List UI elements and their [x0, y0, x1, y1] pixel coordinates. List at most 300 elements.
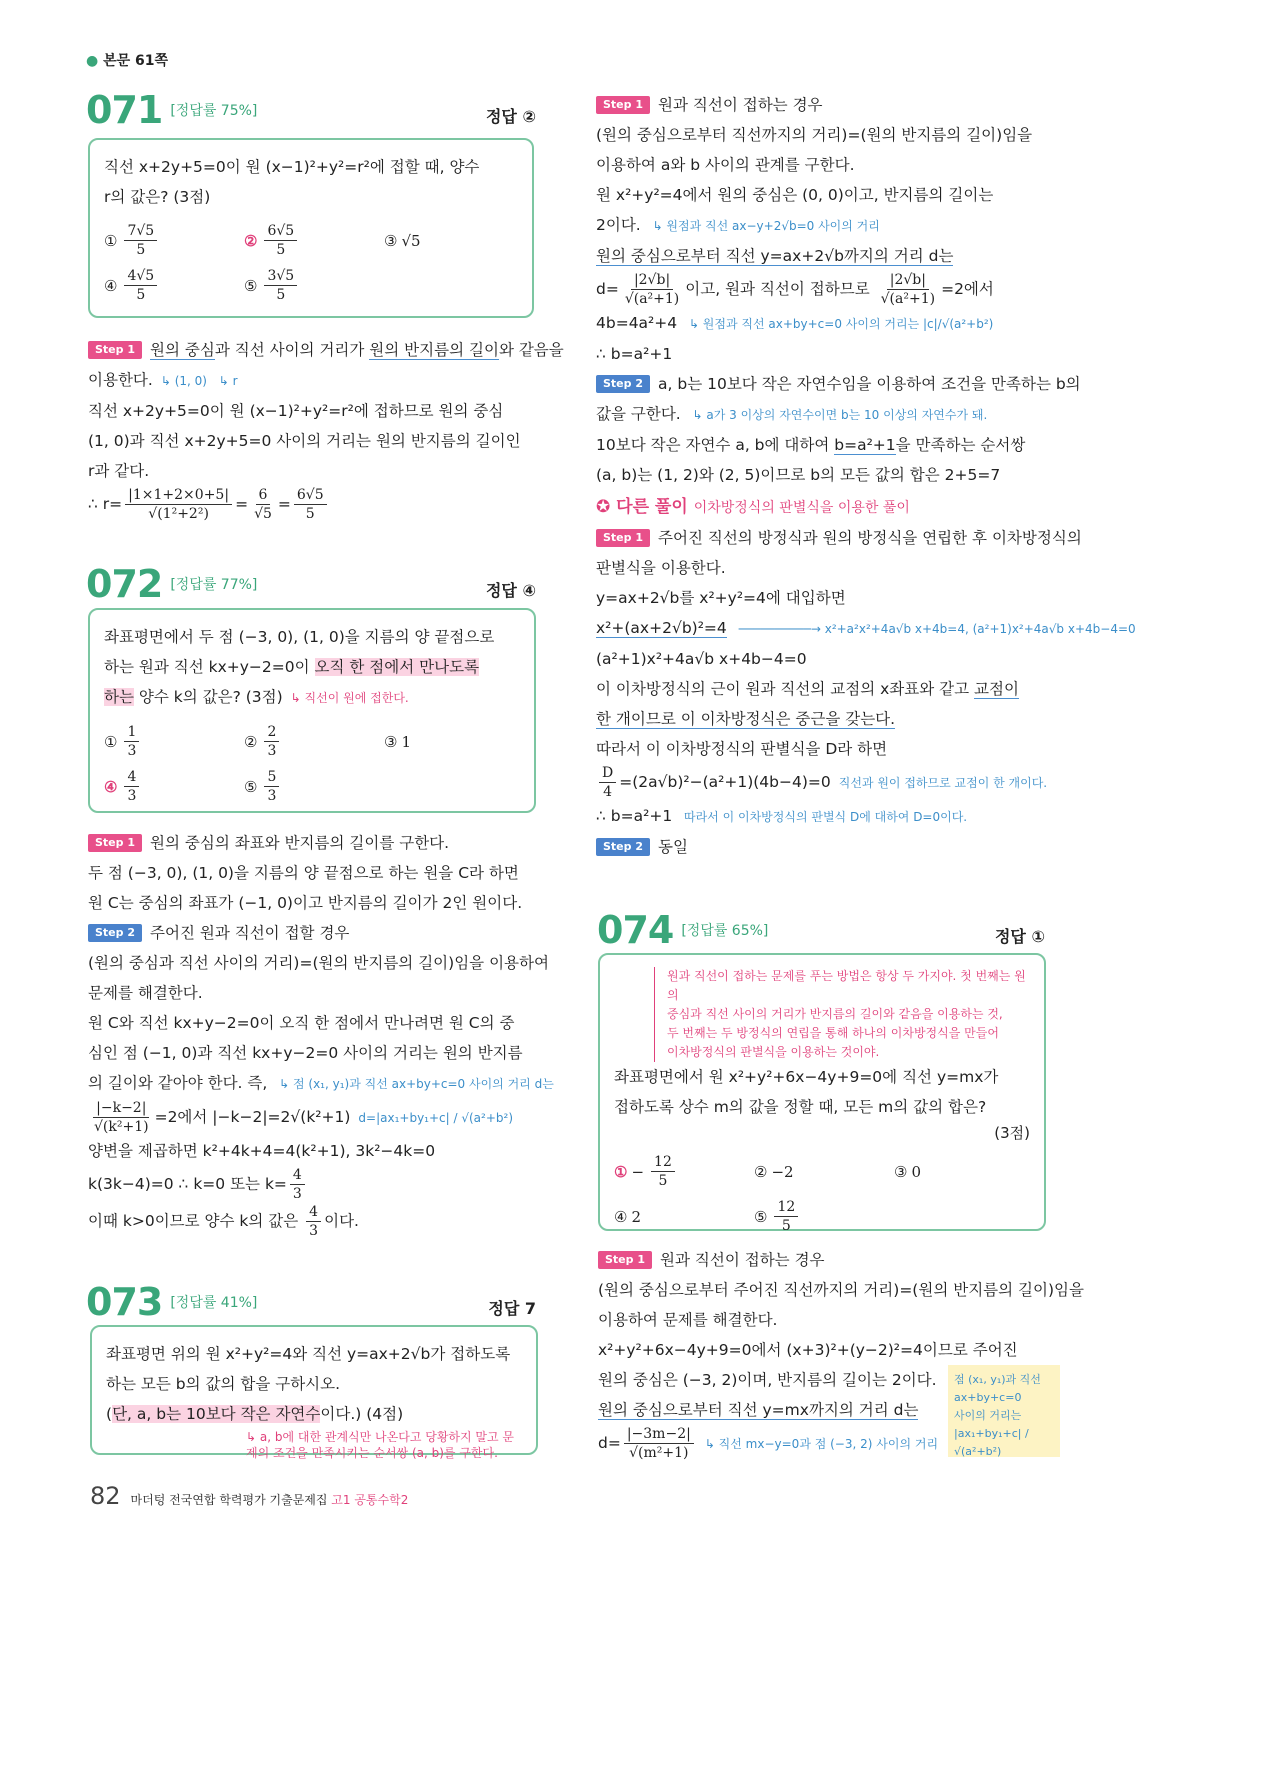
- text-line: [596, 120, 1081, 150]
- choice-number: ③: [384, 231, 398, 250]
- text: =: [235, 495, 249, 513]
- denominator: √(a²+1): [624, 291, 680, 307]
- choice-number: ①: [104, 231, 118, 250]
- note-line: 중심과 직선 사이의 거리가 반지름의 길이와 같음을 이용하는 것,: [667, 1007, 1003, 1021]
- text: =(2a√b)²−(a²+1)(4b−4)=0: [619, 773, 831, 791]
- question: [106, 1339, 522, 1429]
- text: d=: [598, 1434, 621, 1452]
- tip-line: 사이의 거리는: [954, 1409, 1022, 1422]
- choice-number: ③: [384, 732, 398, 751]
- text: 판별식을 이용한다.: [596, 559, 726, 577]
- circle-icon: ●: [86, 53, 99, 69]
- choice-3[interactable]: [894, 1153, 1034, 1190]
- step-badge: Step 1: [596, 529, 650, 547]
- text-line: [596, 644, 1136, 674]
- tip-line: ax+by+c=0: [954, 1391, 1022, 1404]
- choice-number: ④: [104, 276, 118, 295]
- text: k(3k−4)=0 ∴ k=0 또는 k=: [88, 1175, 287, 1193]
- text: 좌표평면에서 원 x²+y²+6x−4y+9=0에 직선 y=mx가: [614, 1068, 999, 1086]
- text: ∴ b=a²+1: [596, 345, 673, 363]
- denominator: 5: [136, 242, 146, 258]
- text-line: [596, 399, 1081, 430]
- choice-number: ③: [894, 1162, 908, 1181]
- choice-1[interactable]: [104, 222, 244, 259]
- text-line: [88, 918, 554, 948]
- underlined-text: 원의 중심으로부터 직선 y=mx까지의 거리 d는: [598, 1401, 919, 1419]
- choice-value: 2: [631, 1207, 641, 1226]
- text: 원의 중심의 좌표와 반지름의 길이를 구한다.: [150, 834, 450, 852]
- choices: [104, 222, 518, 304]
- problem-072-box: [88, 608, 536, 813]
- question-note: ↳ a, b에 대한 관계식만 나온다고 당황하지 말고 문제의 조건을 만족시키는 순서쌍 (a, b)를 구한다.: [246, 1430, 515, 1460]
- book-title: 마더텅 전국연합 학력평가 기출문제집: [130, 1493, 328, 1507]
- fraction: [306, 1203, 321, 1240]
- note-line: 두 번째는 두 방정식의 연립을 통해 하나의 이차방정식을 만들어: [667, 1026, 999, 1040]
- text: 이 이차방정식의 근이 원과 직선의 교점의 x좌표와 같고: [596, 680, 974, 698]
- annotation: ↳ r: [214, 374, 238, 388]
- solution-071: [88, 335, 564, 523]
- choice-2[interactable]: [754, 1153, 894, 1190]
- text: 이다.) (4점): [320, 1405, 404, 1423]
- choices: [614, 1153, 1030, 1235]
- numerator: 4: [306, 1203, 321, 1222]
- text: 원의 중심은 (−3, 2)이며, 반지름의 길이는 2이다.: [598, 1371, 937, 1389]
- book-subtitle: 고1 공통수학2: [331, 1493, 409, 1507]
- fraction: [264, 723, 279, 760]
- text: 양수 k의 값은? (3점): [133, 688, 283, 706]
- text-line: [106, 1399, 522, 1429]
- text: d=: [596, 280, 619, 298]
- choice-1[interactable]: [614, 1153, 754, 1190]
- text-line: [106, 1369, 522, 1399]
- numerator: 12: [651, 1153, 675, 1172]
- alt-solution-title: [596, 492, 910, 517]
- text: 하는 모든 b의 값의 합을 구하시오.: [106, 1375, 341, 1393]
- fraction: [124, 267, 157, 304]
- section-label: 본문 61쪽: [103, 53, 169, 69]
- text-line: [88, 426, 564, 456]
- fraction: [878, 271, 938, 308]
- numerator: 7√5: [124, 222, 157, 241]
- problem-number: 074: [597, 908, 674, 952]
- annotation: ↳ (1, 0): [160, 374, 207, 388]
- text: (원의 중심으로부터 주어진 직선까지의 거리)=(원의 반지름의 길이)임을: [598, 1281, 1084, 1299]
- underlined-text: 원의 반지름의 길이: [369, 341, 499, 359]
- alt-subtitle: 이차방정식의 판별식을 이용한 풀이: [693, 500, 910, 516]
- numerator: 6: [256, 486, 271, 505]
- text-line: [104, 152, 518, 182]
- accuracy-rate: [정답률 65%]: [681, 923, 769, 939]
- text: 값을 구한다.: [596, 405, 681, 423]
- text: 와 같음을: [498, 341, 564, 359]
- text-line: [88, 1038, 554, 1068]
- text: y=ax+2√b를 x²+y²=4에 대입하면: [596, 589, 846, 607]
- numerator: |−3m−2|: [624, 1425, 694, 1444]
- solution-072: [88, 828, 554, 1240]
- step-badge: Step 1: [88, 341, 142, 359]
- footer: [90, 1482, 408, 1510]
- numerator: 2: [264, 723, 279, 742]
- text: 원 x²+y²=4에서 원의 중심은 (0, 0)이고, 반지름의 길이는: [596, 186, 994, 204]
- text: 동일: [658, 838, 688, 856]
- text-line: [88, 1203, 554, 1240]
- text: 의 길이와 같아야 한다. 즉,: [88, 1074, 268, 1092]
- text: x²+y²+6x−4y+9=0에서 (x+3)²+(y−2)²=4이므로 주어진: [598, 1341, 1018, 1359]
- solution-073: [596, 90, 1081, 490]
- text: 직선 x+2y+5=0이 원 (x−1)²+y²=r²에 접하므로 원의 중심: [88, 402, 504, 420]
- annotation: ↳ 직선 mx−y=0과 점 (−3, 2) 사이의 거리: [704, 1437, 939, 1451]
- denominator: √(k²+1): [94, 1119, 149, 1135]
- answer: 정답 ②: [485, 107, 536, 126]
- numerator: |1×1+2×0+5|: [125, 486, 232, 505]
- text: 원과 직선이 접하는 경우: [660, 1251, 825, 1269]
- numerator: 1: [124, 723, 139, 742]
- underlined-text: 한 개이므로 이 이차방정식은 중근을 갖는다.: [596, 710, 896, 728]
- problem-073-box: [90, 1325, 538, 1460]
- annotation: ──────────→ x²+a²x²+4a√b x+4b=4, (a²+1)x²+4a√b x+4b−4=0: [734, 622, 1136, 636]
- denominator: 4: [603, 784, 613, 800]
- text-line: [104, 182, 518, 212]
- text: 원과 직선이 접하는 경우: [658, 96, 823, 114]
- text-line: [596, 271, 1081, 308]
- text-line: [596, 241, 1081, 271]
- problem-number: 071: [86, 88, 163, 132]
- highlighted-text: 하는: [104, 688, 134, 706]
- denominator: √(a²+1): [880, 291, 936, 307]
- text-line: [88, 978, 554, 1008]
- choice-4[interactable]: [104, 267, 244, 304]
- text-line: [596, 734, 1136, 764]
- text: 이고, 원과 직선이 접하므로: [685, 280, 875, 298]
- accuracy-rate: [정답률 77%]: [170, 577, 258, 593]
- choice-5[interactable]: [244, 267, 384, 304]
- text: 문제를 해결한다.: [88, 984, 203, 1002]
- text-line: [88, 1068, 554, 1099]
- problem-074-box: [598, 953, 1046, 1234]
- text: 이용하여 a와 b 사이의 관계를 구한다.: [596, 156, 855, 174]
- underlined-text: 원의 중심: [150, 341, 215, 359]
- text-line: [88, 858, 554, 888]
- text: 이때 k>0이므로 양수 k의 값은: [88, 1212, 304, 1230]
- text-line: [596, 430, 1081, 460]
- text: 직선 x+2y+5=0이 원 (x−1)²+y²=r²에 접할 때, 양수: [104, 158, 480, 176]
- denominator: √(1²+2²): [148, 506, 209, 522]
- text-line: [596, 150, 1081, 180]
- denominator: 5: [781, 1218, 791, 1234]
- tip-box: [948, 1365, 1060, 1457]
- denominator: √(m²+1): [629, 1445, 689, 1461]
- text: 심인 점 (−1, 0)과 직선 kx+y−2=0 사이의 거리는 원의 반지름: [88, 1044, 523, 1062]
- denominator: 3: [309, 1223, 319, 1239]
- text-line: [596, 801, 1136, 832]
- text-line: [596, 583, 1136, 613]
- text-line: [88, 456, 564, 486]
- choice-number: ②: [754, 1162, 768, 1181]
- numerator: |2√b|: [631, 271, 673, 290]
- text-line: [88, 888, 554, 918]
- text-line: [88, 828, 554, 858]
- text: 원 C와 직선 kx+y−2=0이 오직 한 점에서 만나려면 원 C의 중: [88, 1014, 515, 1032]
- text-line: [598, 1245, 1084, 1275]
- text-line: [88, 1136, 554, 1166]
- numerator: |2√b|: [887, 271, 929, 290]
- page-number: 82: [90, 1482, 121, 1510]
- points: (3점): [994, 1124, 1030, 1142]
- text-line: [88, 396, 564, 426]
- text: 주어진 원과 직선이 접할 경우: [150, 924, 350, 942]
- text: =2에서: [941, 280, 994, 298]
- tip-line: |ax₁+by₁+c| / √(a²+b²): [954, 1427, 1029, 1458]
- text: (원의 중심과 직선 사이의 거리)=(원의 반지름의 길이)임을 이용하여: [88, 954, 549, 972]
- text: 이용하여 문제를 해결한다.: [598, 1311, 778, 1329]
- step-badge: Step 2: [88, 924, 142, 942]
- text-line: [596, 613, 1136, 644]
- fraction: [264, 222, 297, 259]
- problem-071-header: [86, 88, 536, 132]
- choice-2[interactable]: [244, 222, 384, 259]
- text-line: [596, 523, 1136, 553]
- annotation: ↳ 점 (x₁, y₁)과 직선 ax+by+c=0 사이의 거리 d는: [275, 1077, 554, 1091]
- text-line: [88, 948, 554, 978]
- fraction: [294, 486, 327, 523]
- text: 4b=4a²+4: [596, 314, 678, 332]
- denominator: 5: [658, 1173, 668, 1189]
- text-line: [596, 308, 1081, 339]
- underlined-text: 원의 중심으로부터 직선 y=ax+2√b까지의 거리 d는: [596, 247, 954, 265]
- numerator: 4: [124, 768, 139, 787]
- text-line: [596, 210, 1081, 241]
- note-line: 원과 직선이 접하는 문제를 푸는 방법은 항상 두 가지야. 첫 번째는 원의: [667, 969, 1026, 1002]
- question: [614, 1062, 1030, 1122]
- choice-4[interactable]: [614, 1198, 754, 1235]
- text-line: [104, 682, 520, 713]
- answer: 정답 ④: [485, 581, 536, 600]
- text: 2이다.: [596, 216, 641, 234]
- text: =: [277, 495, 291, 513]
- text: 이용한다.: [88, 371, 153, 389]
- annotation: 직선과 원이 접하므로 교점이 한 개이다.: [838, 776, 1048, 790]
- fraction: [124, 222, 157, 259]
- choice-number: ④: [614, 1207, 628, 1226]
- problem-073-header: [86, 1280, 536, 1324]
- text-line: [596, 704, 1136, 734]
- question-note: [654, 967, 1030, 1062]
- text: 원 C는 중심의 좌표가 (−1, 0)이고 반지름의 길이가 2인 원이다.: [88, 894, 523, 912]
- alt-title: ✪ 다른 풀이: [596, 497, 688, 517]
- text: (1, 0)과 직선 x+2y+5=0 사이의 거리는 원의 반지름의 길이인: [88, 432, 521, 450]
- text-line: [596, 553, 1136, 583]
- choice-number: ①: [104, 732, 118, 751]
- annotation: ↳ 직선이 원에 접한다.: [290, 691, 409, 705]
- text-line: [598, 1305, 1084, 1335]
- text: r의 값은? (3점): [104, 188, 211, 206]
- choice-2[interactable]: [244, 723, 384, 760]
- denominator: 5: [136, 287, 146, 303]
- annotation: ↳ 원점과 직선 ax−y+2√b=0 사이의 거리: [648, 219, 880, 233]
- text: 과 직선 사이의 거리가: [214, 341, 370, 359]
- choice-1[interactable]: [104, 723, 244, 760]
- text: 주어진 직선의 방정식과 원의 방정식을 연립한 후 이차방정식의: [658, 529, 1082, 547]
- numerator: 4√5: [124, 267, 157, 286]
- question: [104, 622, 520, 713]
- underlined-text: b=a²+1: [834, 436, 896, 454]
- text-line: [614, 1092, 1030, 1122]
- denominator: 3: [127, 788, 137, 804]
- text-line: [596, 460, 1081, 490]
- highlighted-text: 단, a, b는 10보다 작은 자연수: [112, 1405, 321, 1423]
- alt-solution-073: [596, 523, 1136, 862]
- text-line: [596, 180, 1081, 210]
- fraction: [624, 1425, 694, 1462]
- fraction: [264, 768, 279, 805]
- numerator: 6√5: [294, 486, 327, 505]
- fraction: [651, 1153, 675, 1190]
- text: (a²+1)x²+4a√b x+4b−4=0: [596, 650, 807, 668]
- text-line: [596, 674, 1136, 704]
- choice-number: ⑤: [244, 276, 258, 295]
- choice-number: ⑤: [754, 1207, 768, 1226]
- fraction: [622, 271, 682, 308]
- checked-choice-marker: ②: [244, 231, 258, 250]
- text: 을 만족하는 순서쌍: [895, 436, 1026, 454]
- choice-5[interactable]: [754, 1198, 894, 1235]
- choice-5[interactable]: [244, 768, 384, 805]
- step-badge: Step 1: [596, 96, 650, 114]
- numerator: D: [599, 764, 616, 783]
- checked-choice-marker: ①: [614, 1162, 628, 1181]
- denominator: 3: [127, 743, 137, 759]
- text: 양변을 제곱하면 k²+4k+4=4(k²+1), 3k²−4k=0: [88, 1142, 436, 1160]
- denominator: 3: [292, 1186, 302, 1202]
- denominator: 5: [305, 506, 315, 522]
- text: 하는 원과 직선 kx+y−2=0이: [104, 658, 315, 676]
- problem-number: 072: [86, 562, 163, 606]
- text-line: [88, 1008, 554, 1038]
- text: 따라서 이 이차방정식의 판별식을 D라 하면: [596, 740, 888, 758]
- choice-4[interactable]: [104, 768, 244, 805]
- answer: 정답 ①: [994, 927, 1045, 946]
- numerator: 4: [290, 1166, 305, 1185]
- text: a, b는 10보다 작은 자연수임을 이용하여 조건을 만족하는 b의: [658, 375, 1081, 393]
- step-badge: Step 1: [598, 1251, 652, 1269]
- text-line: [104, 652, 520, 682]
- annotation: d=|ax₁+by₁+c| / √(a²+b²): [358, 1111, 514, 1125]
- text-line: [88, 365, 564, 396]
- text-line: [614, 1062, 1030, 1092]
- text-line: [88, 1099, 554, 1136]
- text: =2에서 |−k−2|=2√(k²+1): [154, 1108, 351, 1126]
- text: (: [106, 1405, 113, 1423]
- text: 좌표평면에서 두 점 (−3, 0), (1, 0)을 지름의 양 끝점으로: [104, 628, 495, 646]
- denominator: 3: [267, 788, 277, 804]
- denominator: 5: [276, 242, 286, 258]
- text-line: [106, 1339, 522, 1369]
- choice-3[interactable]: [384, 723, 524, 760]
- text-line: [88, 486, 564, 523]
- fraction: [251, 486, 275, 523]
- accuracy-rate: [정답률 41%]: [170, 1295, 258, 1311]
- numerator: 3√5: [264, 267, 297, 286]
- fraction: [599, 764, 616, 801]
- section-ref: [86, 50, 168, 70]
- note-line: 이차방정식의 판별식을 이용하는 것이야.: [667, 1045, 880, 1059]
- choices: [104, 723, 520, 805]
- text: ∴ b=a²+1: [596, 807, 673, 825]
- text: (원의 중심으로부터 직선까지의 거리)=(원의 반지름의 길이)임을: [596, 126, 1033, 144]
- text-line: [596, 339, 1081, 369]
- step-badge: Step 2: [596, 375, 650, 393]
- numerator: 12: [774, 1198, 798, 1217]
- step-badge: Step 1: [88, 834, 142, 852]
- numerator: 6√5: [264, 222, 297, 241]
- underlined-text: x²+(ax+2√b)²=4: [596, 619, 727, 637]
- question: [104, 152, 518, 212]
- choice-value: 0: [911, 1162, 921, 1181]
- choice-3[interactable]: [384, 222, 524, 259]
- fraction: [264, 267, 297, 304]
- text: ∴ r=: [88, 495, 123, 513]
- fraction: [290, 1166, 305, 1203]
- denominator: √5: [254, 506, 272, 522]
- text: 접하도록 상수 m의 값을 정할 때, 모든 m의 값의 합은?: [614, 1098, 987, 1116]
- denominator: 3: [267, 743, 277, 759]
- problem-074-header: [597, 908, 1045, 952]
- fraction: [124, 768, 139, 805]
- annotation: 따라서 이 이차방정식의 판별식 D에 대하여 D=0이다.: [680, 810, 968, 824]
- text-line: [88, 335, 564, 365]
- sign: −: [631, 1162, 645, 1181]
- choice-number: ②: [244, 732, 258, 751]
- problem-072-header: [86, 562, 536, 606]
- text-line: [596, 369, 1081, 399]
- problem-number: 073: [86, 1280, 163, 1324]
- text-line: [598, 1335, 1084, 1365]
- text: 10보다 작은 자연수 a, b에 대하여: [596, 436, 835, 454]
- annotation: ↳ a가 3 이상의 자연수이면 b는 10 이상의 자연수가 돼.: [688, 408, 988, 422]
- checked-choice-marker: ④: [104, 777, 118, 796]
- text-line: [596, 832, 1136, 862]
- choice-value: √5: [401, 231, 421, 250]
- fraction: [124, 723, 139, 760]
- denominator: 5: [276, 287, 286, 303]
- annotation: ↳ 원점과 직선 ax+by+c=0 사이의 거리는 |c|/√(a²+b²): [685, 317, 994, 331]
- choice-number: ⑤: [244, 777, 258, 796]
- numerator: 5: [264, 768, 279, 787]
- text: 좌표평면 위의 원 x²+y²=4와 직선 y=ax+2√b가 접하도록: [106, 1345, 511, 1363]
- text: (a, b)는 (1, 2)와 (2, 5)이므로 b의 모든 값의 합은 2+5=7: [596, 466, 1001, 484]
- text: 이다.: [324, 1212, 359, 1230]
- tip-line: 점 (x₁, y₁)과 직선: [954, 1373, 1041, 1386]
- numerator: |−k−2|: [93, 1099, 149, 1118]
- answer: 정답 7: [488, 1299, 536, 1318]
- text-line: [598, 1275, 1084, 1305]
- highlighted-text: 오직 한 점에서 만나도록: [314, 658, 480, 676]
- choice-value: 1: [401, 732, 411, 751]
- fraction: [125, 486, 232, 523]
- choice-value: −2: [771, 1162, 794, 1181]
- text: 두 점 (−3, 0), (1, 0)을 지름의 양 끝점으로 하는 원을 C라 하면: [88, 864, 519, 882]
- fraction: [91, 1099, 152, 1136]
- text-line: [596, 90, 1081, 120]
- text: r과 같다.: [88, 462, 150, 480]
- text-line: [104, 622, 520, 652]
- underlined-text: 교점이: [974, 680, 1019, 698]
- step-badge: Step 2: [596, 838, 650, 856]
- text-line: [596, 764, 1136, 801]
- fraction: [774, 1198, 798, 1235]
- problem-071-box: [88, 138, 534, 318]
- text-line: [88, 1166, 554, 1203]
